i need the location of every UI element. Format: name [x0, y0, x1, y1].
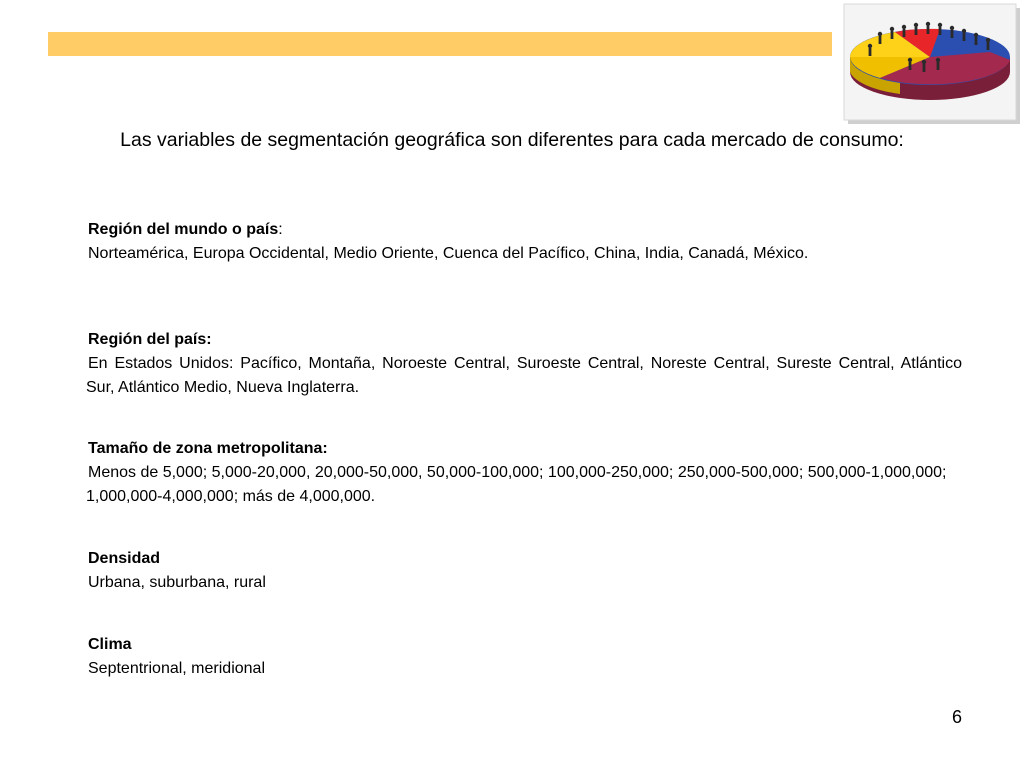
section-body: Septentrional, meridional	[88, 660, 265, 677]
section-heading: Región del mundo o país:	[88, 221, 283, 238]
section-heading: Tamaño de zona metropolitana:	[88, 440, 328, 457]
section-clima	[86, 633, 962, 681]
section-region-del-pais	[86, 328, 962, 400]
section-body: Urbana, suburbana, rural	[88, 574, 266, 591]
page-number: 6	[951, 707, 962, 727]
section-body: En Estados Unidos: Pacífico, Montaña, Noroeste Central, Suroeste Central, Noreste Central, Sureste Central, Atlántico Sur, Atlántico Medio, Nueva Inglaterra.	[86, 355, 962, 396]
section-heading: Clima	[88, 636, 132, 653]
section-tamano-zona	[86, 437, 962, 509]
intro-text: Las variables de segmentación geográfica son diferentes para cada mercado de consumo:	[120, 129, 904, 151]
header-accent-bar	[48, 32, 832, 56]
pie-chart-with-people-icon	[840, 2, 1022, 126]
section-heading: Densidad	[88, 550, 161, 567]
section-body: Norteamérica, Europa Occidental, Medio Oriente, Cuenca del Pacífico, China, India, Canadá, México.	[88, 245, 809, 262]
section-body: Menos de 5,000; 5,000-20,000, 20,000-50,000, 50,000-100,000; 100,000-250,000; 250,000-500,000; 500,000-1,000,000; 1,000,000-4,000,000; más de 4,000,000.	[86, 464, 947, 505]
section-region-del-mundo	[86, 218, 962, 266]
section-densidad	[86, 547, 962, 595]
section-heading: Región del país:	[88, 331, 212, 348]
